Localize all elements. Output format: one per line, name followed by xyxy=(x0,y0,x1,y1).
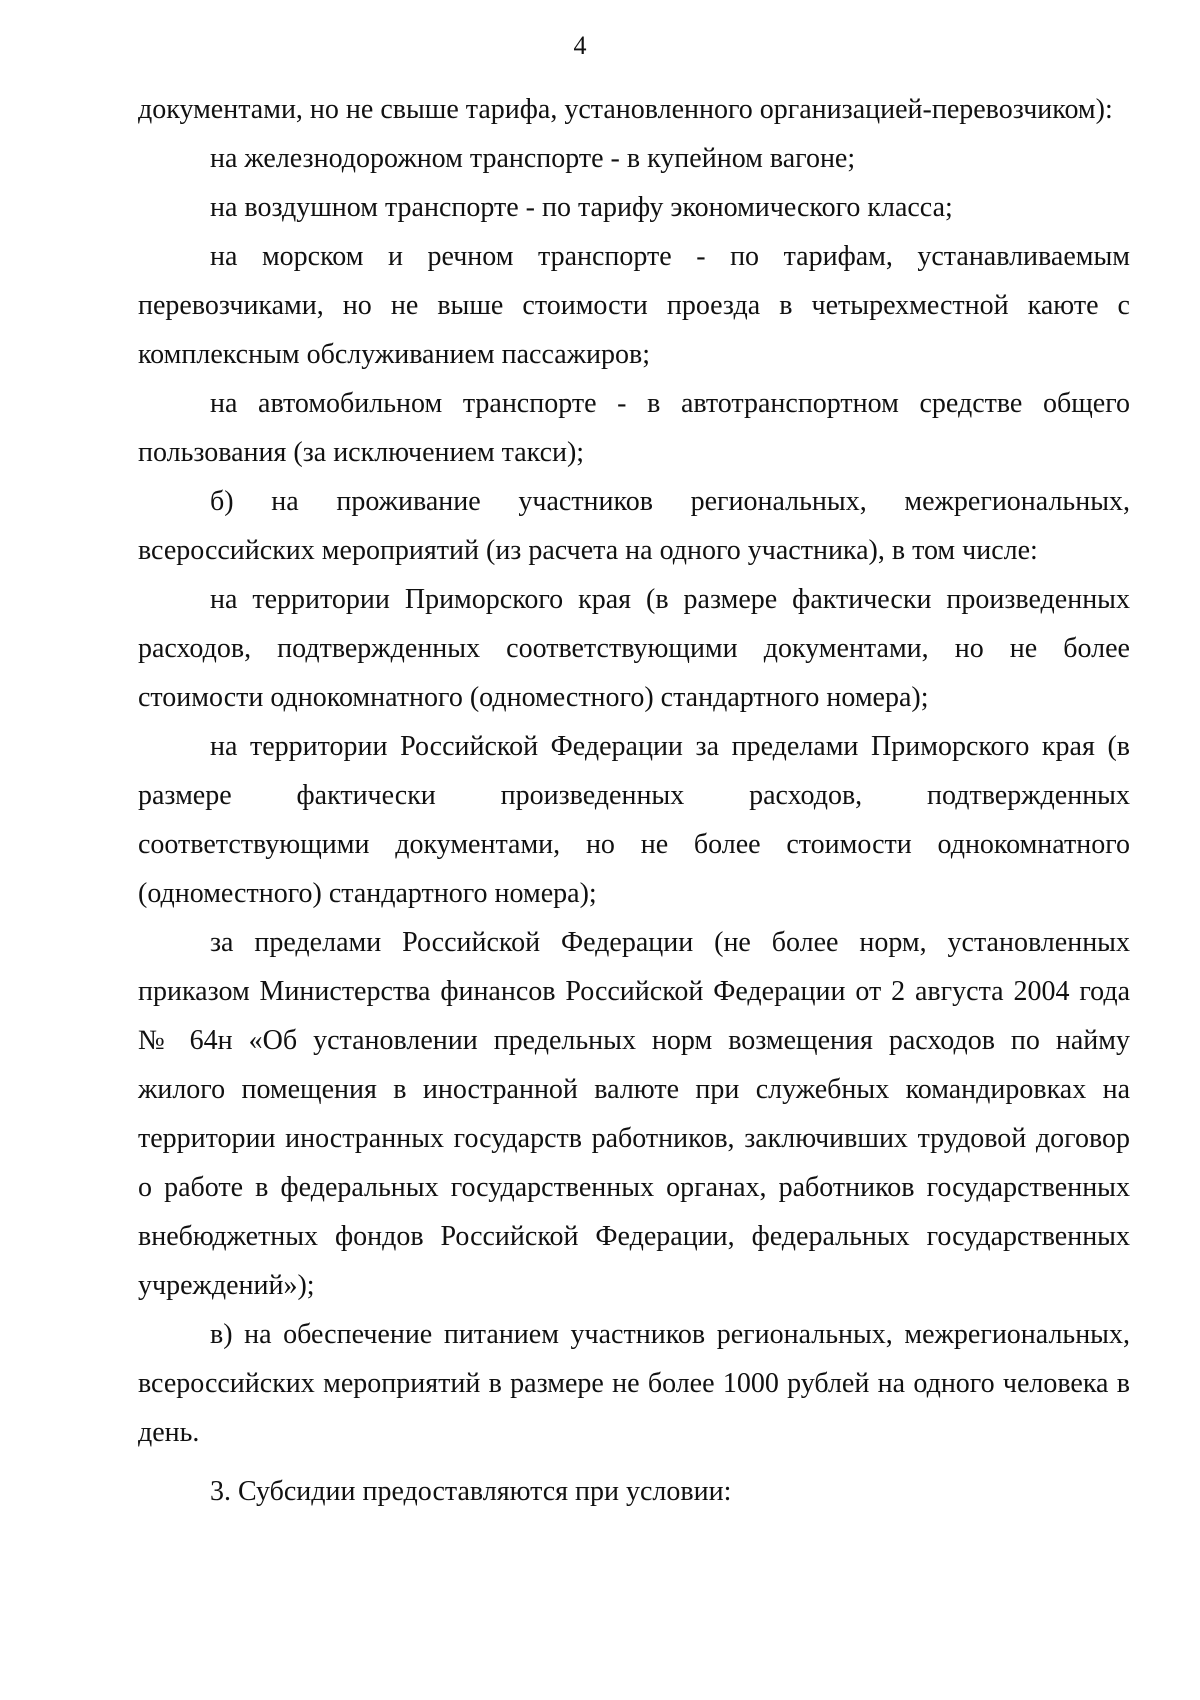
paragraph-road-transport: на автомобильном транспорте - в автотранспортном средстве общего пользования (за исключением такси); xyxy=(138,388,1130,468)
document-body xyxy=(138,85,1130,1516)
paragraph-abroad: за пределами Российской Федерации (не более норм, установленных приказом Министерства финансов Российской Федерации от 2 августа 2004 года № 64н «Об установлении предельных норм возмещения расходов по найму жилого помещения в иностранной валюте при служебных командировках на территории иностранных государств работников, заключивших трудовой договор о работе в федеральных государственных органах, работников государственных внебюджетных фондов Российской Федерации, федеральных государственных учреждений»); xyxy=(138,927,1130,1301)
page-number: 4 xyxy=(573,31,587,60)
paragraph-primorsky-territory: на территории Приморского края (в размере фактически произведенных расходов, подтвержденных соответствующими документами, но не более стоимости однокомнатного (одноместного) стандартного номера); xyxy=(138,584,1130,713)
paragraph-air-transport: на воздушном транспорте - по тарифу экономического класса; xyxy=(210,192,953,223)
paragraph-subsidy-conditions: 3. Субсидии предоставляются при условии: xyxy=(210,1476,732,1507)
paragraph-russian-federation: на территории Российской Федерации за пределами Приморского края (в размере фактически произведенных расходов, подтвержденных соответствующими документами, но не более стоимости однокомнатного (одноместного) стандартного номера); xyxy=(138,731,1130,909)
paragraph-continuation: документами, но не свыше тарифа, установленного организацией-перевозчиком): xyxy=(138,94,1113,125)
paragraph-rail-transport: на железнодорожном транспорте - в купейном вагоне; xyxy=(210,143,856,174)
paragraph-accommodation: б) на проживание участников региональных, межрегиональных, всероссийских мероприятий (из расчета на одного участника), в том числе: xyxy=(138,486,1130,566)
paragraph-sea-river-transport: на морском и речном транспорте - по тарифам, устанавливаемым перевозчиками, но не выше стоимости проезда в четырехместной каюте с комплексным обслуживанием пассажиров; xyxy=(138,241,1130,370)
paragraph-meals: в) на обеспечение питанием участников региональных, межрегиональных, всероссийских мероприятий в размере не более 1000 рублей на одного человека в день. xyxy=(138,1319,1130,1448)
